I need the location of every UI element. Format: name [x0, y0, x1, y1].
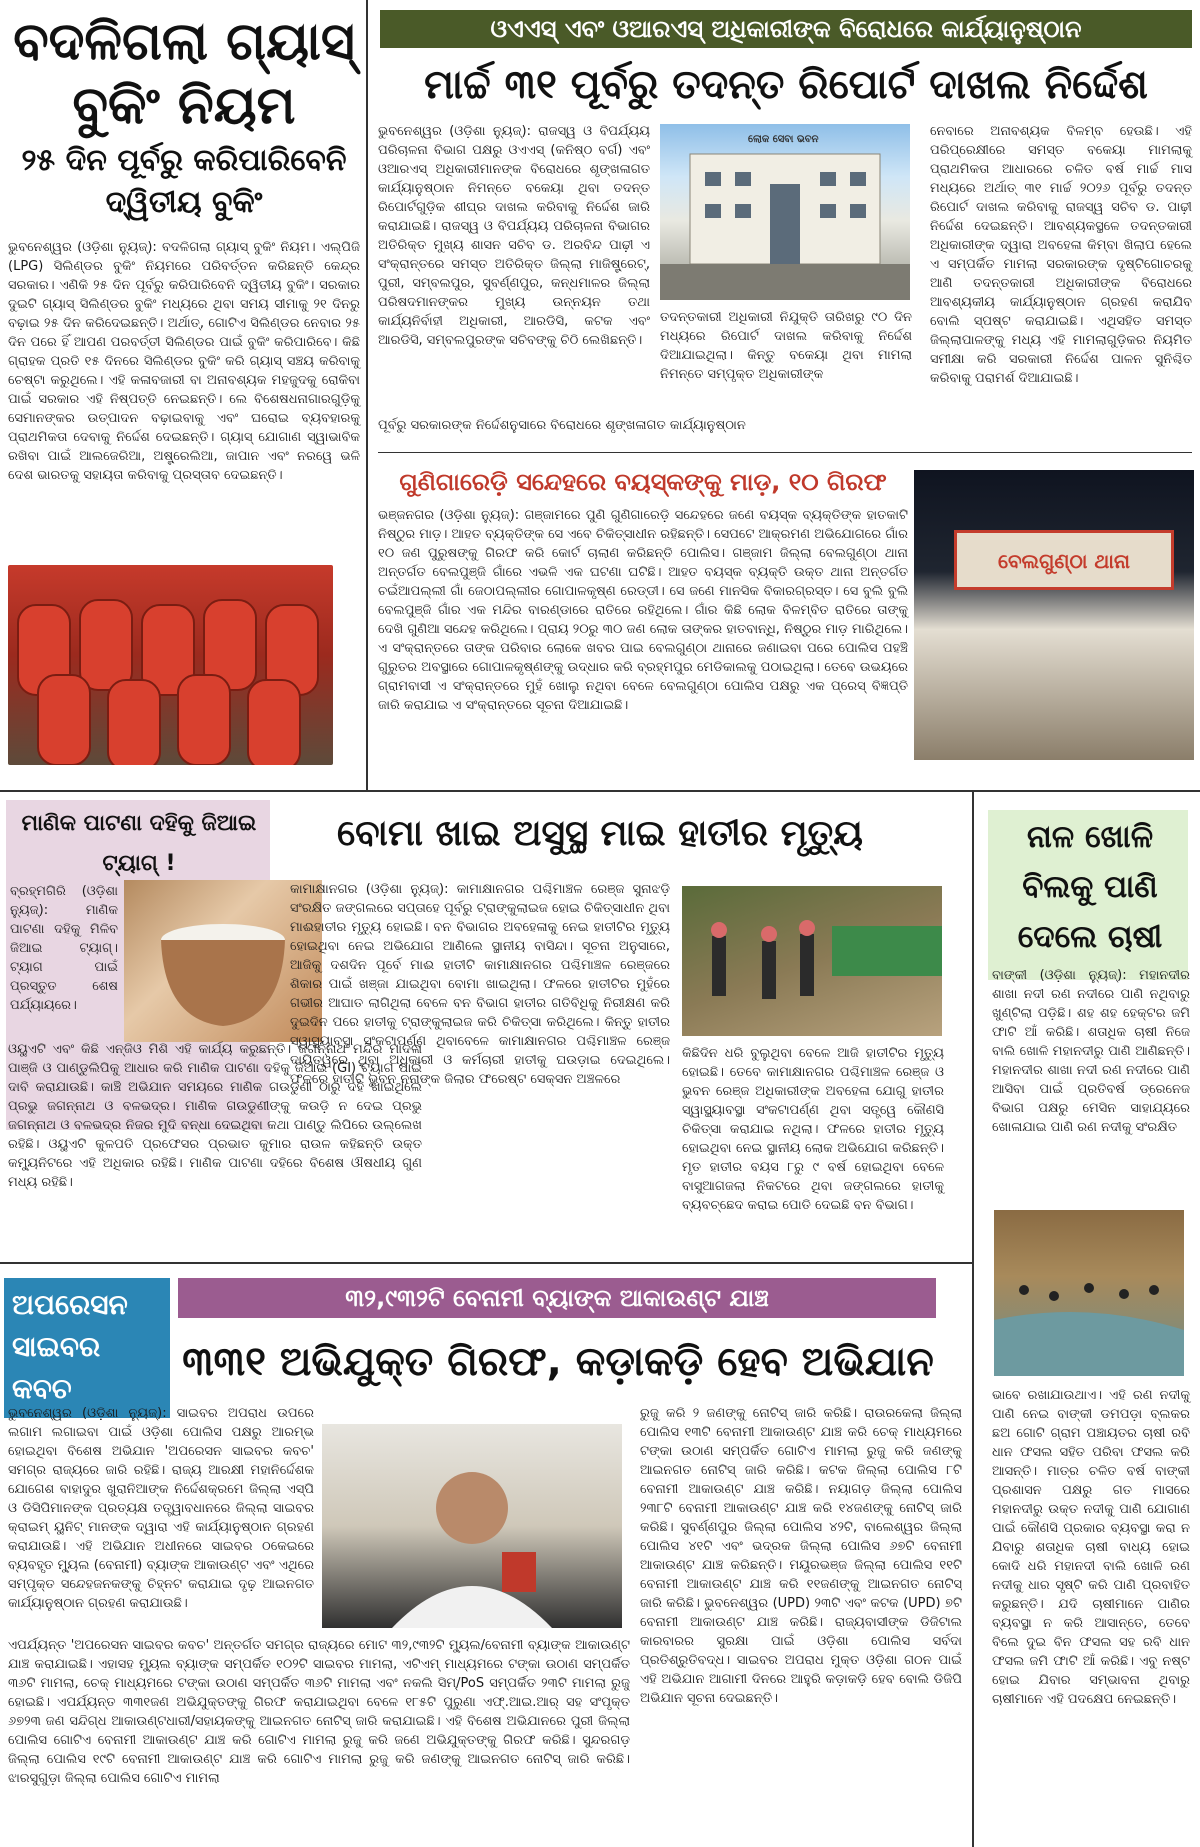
gas-headline: ବଦଳିଗଲା ଗ୍ୟାସ୍ ବୁକିଂ ନିୟମ	[13, 12, 355, 136]
farmers-digging-photo	[994, 1210, 1184, 1376]
gas-body: ଭୁବନେଶ୍ୱର (ଓଡ଼ିଶା ନ୍ୟୁଜ୍): ବଦଳିଗଲା ଗ୍ୟାସ୍ ବୁକିଂ ନିୟମ। ଏଲ୍‌ପିଜି (LPG) ସିଲିଣ୍ଡର ବୁକିଂ ନିୟମରେ ପରିବର୍ତ୍ତନ କରିଛନ୍ତି କେନ୍ଦ୍ର ସରକାର। ଏଣିକି ୨୫ ଦିନ ପୂର୍ବରୁ କରିପାରିବେନି ଦ୍ୱିତୀୟ ବୁକିଂ। ସରକାର ଦୁଇଟି ଗ୍ୟାସ୍ ସିଲିଣ୍ଡର ବୁକିଂ ମଧ୍ୟରେ ଥିବା ସମୟ ସୀମାକୁ ୨୧ ଦିନରୁ ବଢ଼ାଇ ୨୫ ଦିନ କରିଦେଇଛନ୍ତି। ଅର୍ଥାତ୍, ଗୋଟିଏ ସିଲିଣ୍ଡର ନେବାର ୨୫ ଦିନ ପରେ ହିଁ ଆପଣ ପରବର୍ତ୍ତୀ ସିଲିଣ୍ଡର ପାଇଁ ବୁକିଂ କରିପାରିବେ। କିଛି ଗ୍ରାହକ ପ୍ରତି ୧୫ ଦିନରେ ସିଲିଣ୍ଡର ବୁକିଂ କରି ଗ୍ୟାସ୍ ସଞ୍ଚୟ କରିବାକୁ ଚେଷ୍ଟା କରୁଥିଲେ। ଏହି କଳାବଜାରୀ ବା ଅନାବଶ୍ୟକ ମହଜୁଦକୁ ରୋକିବା ପାଇଁ ସରକାର ଏହି ନିଷ୍ପତ୍ତି ନେଇଛନ୍ତି। ଲେ ବିଶେଷଧନାଗାରଗୁଡ଼ିକୁ ସେମାନଙ୍କର ଉତ୍ପାଦନ ବଢ଼ାଇବାକୁ ଏବଂ ଘରୋଇ ବ୍ୟବହାରକୁ ପ୍ରାଥମିକତା ଦେବାକୁ ନିର୍ଦ୍ଦେଶ ଦେଇଛନ୍ତି। ଗ୍ୟାସ୍ ଯୋଗାଣ ସ୍ୱାଭାବିକ ରଖିବା ପାଇଁ ଆଲଜେରିଆ, ଅଷ୍ଟ୍ରେଲିଆ, ଜାପାନ ଏବଂ ନରୱେ ଭଳି ଦେଶ ଭାରତକୁ ସହାୟତା କରିବାକୁ ପ୍ରସ୍ତାବ ଦେଇଛନ୍ତି।	[8, 240, 360, 483]
assault-headline: ଗୁଣିଗାରେଡ଼ି ସନ୍ଦେହରେ ବୟସ୍କଙ୍କୁ ମାଡ଼, ୧୦ ଗିରଫ	[399, 468, 887, 496]
farmers-headline: ନାଳ ଖୋଳି ବିଲକୁ ପାଣି ଦେଲେ ଚାଷୀ	[1017, 819, 1163, 955]
cyber-col1: ଭୁବନେଶ୍ୱର (ଓଡ଼ିଶା ନ୍ୟୁଜ୍): ସାଇବର ଅପରାଧ ଉପରେ ଲଗାମ ଲଗାଇବା ପାଇଁ ଓଡ଼ିଶା ପୋଲିସ ପକ୍ଷରୁ ଆରମ୍ଭ ହୋଇଥିବା ବିଶେଷ ଅଭିଯାନ 'ଅପରେସନ ସାଇବର କବଚ' ସମଗ୍ର ରାଜ୍ୟରେ ଜାରି ରହିଛି। ରାଜ୍ୟ ଆରକ୍ଷୀ ମହାନିର୍ଦ୍ଦେଶକ ଯୋଗେଶ ବାହାଦୁର ଖୁରାନିଆଙ୍କ ନିର୍ଦ୍ଦେଶକ୍ରମେ ଜିଲ୍ଲା ଏସ୍‌ପି ଓ ଡିସିପିମାନଙ୍କ ପ୍ରତ୍ୟକ୍ଷ ତତ୍ତ୍ୱାବଧାନରେ ଜିଲ୍ଲା ସାଇବର କ୍ରାଇମ୍ ୟୁନିଟ୍ ମାନଙ୍କ ଦ୍ୱାରା ଏହି କାର୍ଯ୍ୟାନୁଷ୍ଠାନ ଗ୍ରହଣ କରାଯାଉଛି। ଏହି ଅଭିଯାନ ଅଧୀନରେ ସାଇବର ଠକେଇରେ ବ୍ୟବହୃତ ମ୍ୟୁଲ (ବେନାମୀ) ବ୍ୟାଙ୍କ ଆକାଉଣ୍ଟ ଏବଂ ଏଥିରେ ସମ୍ପୃକ୍ତ ସନ୍ଦେହଜନକଙ୍କୁ ଚିହ୍ନଟ କରାଯାଇ ଦୃଢ଼ ଆଇନଗତ କାର୍ଯ୍ୟାନୁଷ୍ଠାନ ଗ୍ରହଣ କରାଯାଉଛି।	[8, 1406, 314, 1611]
probe-col2: ତଦନ୍ତକାରୀ ଅଧିକାରୀ ନିଯୁକ୍ତି ତାରିଖରୁ ୯୦ ଦିନ ମଧ୍ୟରେ ରିପୋର୍ଟ ଦାଖଲ କରିବାକୁ ନିର୍ଦ୍ଦେଶ ଦିଆଯାଇଥିଲା। କିନ୍ତୁ ବକେୟା ଥିବା ମାମଲା ନିମନ୍ତେ ସମ୍ପୃକ୍ତ ଅଧିକାରୀଙ୍କ	[660, 310, 912, 382]
operation-tag: ଅପରେସନ ସାଇବର କବଚ	[4, 1278, 170, 1418]
cyber-col2: ରୁଜୁ କରି ୨ ଜଣଙ୍କୁ ନୋଟିସ୍ ଜାରି କରିଛି। ରାଉରକେଲା ଜିଲ୍ଲା ପୋଲିସ ୧୩ଟି ବେନାମୀ ଆକାଉଣ୍ଟ ଯାଞ୍ଚ କରି ଚେକ୍ ମାଧ୍ୟମରେ ଟଙ୍କା ଉଠାଣ ସମ୍ପର୍କିତ ଗୋଟିଏ ମାମଲା ରୁଜୁ କରି ଜଣଙ୍କୁ ଆଇନଗତ ନୋଟିସ୍ ଜାରି କରିଛି। କଟକ ଜିଲ୍ଲା ପୋଲିସ ୮ଟି ବେନାମୀ ଆକାଉଣ୍ଟ ଯାଞ୍ଚ କରିଛି। ନୟାଗଡ଼ ଜିଲ୍ଲା ପୋଲିସ ୨୩୮ଟି ବେନାମୀ ଆକାଉଣ୍ଟ ଯାଞ୍ଚ କରି ୧୪ଜଣଙ୍କୁ ନୋଟିସ୍ ଜାରି କରିଛି। ସୁବର୍ଣ୍ଣପୁର ଜିଲ୍ଲା ପୋଲିସ ୪୨ଟି, ବାଲେଶ୍ୱର ଜିଲ୍ଲା ପୋଲିସ ୪୧ଟି ଏବଂ ଭଦ୍ରକ ଜିଲ୍ଲା ପୋଲିସ ୬୭ଟି ବେନାମୀ ଆକାଉଣ୍ଟ ଯାଞ୍ଚ କରିଛନ୍ତି। ମୟୂରଭଞ୍ଜ ଜିଲ୍ଲା ପୋଲିସ ୧୧ଟି ବେନାମୀ ଆକାଉଣ୍ଟ ଯାଞ୍ଚ କରି ୧୧ଜଣଙ୍କୁ ଆଇନଗତ ନୋଟିସ୍ ଜାରି କରିଛି। ଭୁବନେଶ୍ୱର (UPD) ୨୩ଟି ଏବଂ କଟକ (UPD) ୭ଟି ବେନାମୀ ଆକାଉଣ୍ଟ ଯାଞ୍ଚ କରିଛି। ରାଜ୍ୟବାସୀଙ୍କ ଡିଜିଟାଲ କାରବାରର ସୁରକ୍ଷା ପାଇଁ ଓଡ଼ିଶା ପୋଲିସ ସର୍ବଦା ପ୍ରତିଶ୍ରୁତିବଦ୍ଧ। ସାଇବର ଅପରାଧ ମୁକ୍ତ ଓଡ଼ିଶା ଗଠନ ପାଇଁ ଏହି ଅଭିଯାନ ଆଗାମୀ ଦିନରେ ଆହୁରି କଡ଼ାକଡ଼ି ହେବ ବୋଲି ଡିଜିପି ଅଭିଯାନ ସୂଚନା ଦେଇଛନ୍ତି।	[640, 1406, 962, 1706]
building-sign: ଲୋକ ସେବା ଭବନ	[748, 134, 819, 145]
gi-body: ଓୟୁଏଟି ଏବଂ କିଛି ଏନ୍‌ଜିଓ ମିଶି ଏହି କାର୍ଯ୍ୟ କରୁଛନ୍ତି। ଜଗନ୍ନାଥ ମନ୍ଦିର ମାଦଳା ପାଞ୍ଜି ଓ ପାଣ୍ଡୁଲିପିକୁ ଆଧାର କରି ମାଣିକ ପାଟଣା ଦହିକୁ ଜିଆଇ (GI) ଟ୍ୟାଗ ପାଇଁ ଦାବି କରାଯାଉଛି। କାଞ୍ଚି ଅଭିଯାନ ସମୟରେ ମାଣିକ ଗଉଡୁଣୀ ଠାରୁ ଦହି ଖାଇଥିଲେ ପ୍ରଭୁ ଜଗନ୍ନାଥ ଓ ବଳଭଦ୍ର। ମାଣିକ ଗଉଡୁଣୀଙ୍କୁ କଉଡ଼ି ନ ଦେଇ ପ୍ରଭୁ ଜଗନ୍ନାଥ ଓ ବଳଭଦ୍ର ନିଜର ମୁଦି ବନ୍ଧା ଦେଇଥିବା କଥା ପାଣ୍ଡୁ ଲିପିରେ ଉଲ୍ଲେଖ ରହିଛି। ଓୟୁଏଟି କୁଳପତି ପ୍ରଫେସର ପ୍ରଭାତ କୁମାର ରାଉଳ କହିଛନ୍ତି ଉକ୍ତ କମ୍ୟୁନିଟରେ ଏହି ଅଧିକାର ରହିଛି। ମାଣିକ ପାଟଣା ଦହିରେ ବିଶେଷ ଔଷଧୀୟ ଗୁଣ ମଧ୍ୟ ରହିଛି।	[8, 1042, 422, 1190]
cyber-headline: ୩୩୧ ଅଭିଯୁକ୍ତ ଗିରଫ, କଡ଼ାକଡ଼ି ହେବ ଅଭିଯାନ	[182, 1339, 934, 1385]
assault-body: ଭଞ୍ଜନଗର (ଓଡ଼ିଶା ନ୍ୟୁଜ୍): ଗଞ୍ଜାମରେ ପୁଣି ଗୁଣିଗାରେଡ଼ି ସନ୍ଦେହରେ ଜଣେ ବୟସ୍କ ବ୍ୟକ୍ତିଙ୍କ ହାତକାଟି ନିଷ୍ଠୁର ମାଡ଼। ଆହତ ବ୍ୟକ୍ତିଙ୍କ ସେ ଏବେ ଚିକିତ୍ସାଧୀନ ରହିଛନ୍ତି। ସେପଟେ ଆକ୍ରମଣ ଅଭିଯୋଗରେ ଗାଁର ୧୦ ଜଣ ପୁରୁଷଙ୍କୁ ଗିରଫ କରି କୋର୍ଟ ଚାଲାଣ କରିଛନ୍ତି ପୋଲିସ। ଗଞ୍ଜାମ ଜିଲ୍ଲା ବେଲଗୁଣ୍ଠା ଥାନା ଅନ୍ତର୍ଗତ ବେଲପୁଞ୍ଜି ଗାଁରେ ଏଭଳି ଏକ ଘଟଣା ଘଟିଛି। ଆହତ ବୟସ୍କ ବ୍ୟକ୍ତି ଉକ୍ତ ଥାନା ଅନ୍ତର୍ଗତ ଚଇଁଆପଲ୍ଲୀ ଗାଁ ଜେଠାପଲ୍ଲୀର ଗୋପାଳକୃଷ୍ଣ ରେଡ୍ଡୀ। ସେ ଜଣେ ମାନସିକ ବିକାରଗ୍ରସ୍ତ। ସେ ବୁଲି ବୁଲି ବେଲପୁଞ୍ଜି ଗାଁର ଏକ ମନ୍ଦିର ବାରଣ୍ଡାରେ ରାତିରେ ରହିଥିଲେ। ଗାଁର କିଛି ଲୋକ ବିଳମ୍ବିତ ରାତିରେ ତାଙ୍କୁ ଦେଖି ଗୁଣିଆ ସନ୍ଦେହ କରିଥିଲେ। ପ୍ରାୟ ୨୦ରୁ ୩୦ ଜଣ ଲୋକ ତାଙ୍କର ହାତବାନ୍ଧି, ନିଷ୍ଠୁର ମାଡ଼ ମାରିଥିଲେ। ଏ ସଂକ୍ରାନ୍ତରେ ତାଙ୍କ ପରିବାର ଲୋକେ ଖବର ପାଇ ବେଲଗୁଣ୍ଠା ଥାନାରେ ଜଣାଇବା ପରେ ପୋଲିସ ପହଞ୍ଚି ଗୁରୁତର ଅବସ୍ଥାରେ ଗୋପାଳକୃଷ୍ଣଙ୍କୁ ଉଦ୍ଧାର କରି ବ୍ରହ୍ମପୁର ମେଡିକାଲକୁ ପଠାଇଥିଲା। ତେବେ ଉଭୟରେ ଗ୍ରାମବାସୀ ଏ ସଂକ୍ରାନ୍ତରେ ମୁହଁ ଖୋଲୁ ନଥିବା ବେଳେ ବେଲଗୁଣ୍ଠା ପୋଲିସ ପକ୍ଷରୁ ଏକ ପ୍ରେସ୍ ବିଜ୍ଞପ୍ତି ଜାରି କରାଯାଇ ଏ ସଂକ୍ରାନ୍ତରେ ସୂଚନା ଦିଆଯାଇଛି।	[378, 508, 908, 713]
section-divider	[0, 1262, 972, 1264]
elephant-col1: କାମାକ୍ଷାନଗର (ଓଡ଼ିଶା ନ୍ୟୁଜ୍): କାମାକ୍ଷାନଗର ପଶ୍ଚିମାଞ୍ଚଳ ରେଞ୍ଜ ସୁନାଝଡ଼ି ସଂରକ୍ଷିତ ଜଙ୍ଗଲରେ ସପ୍ତାହେ ପୂର୍ବରୁ ଟ୍ରାଙ୍କୁଲାଇଜ ହୋଇ ଚିକିତ୍ସାଧୀନ ଥିବା ମାଈହାତୀର ମୃତ୍ୟୁ ହୋଇଛି। ବନ ବିଭାଗର ଅବହେଳାକୁ ନେଇ ହାତୀଟିର ମୃତ୍ୟୁ ହୋଇଥିବା ନେଇ ଅଭିଯୋଗ ଆଣିଲେ ସ୍ଥାନୀୟ ବାସିନ୍ଦା। ସୂଚନା ଅନୁସାରେ, ଆଜିକୁ ଦଶଦିନ ପୂର୍ବେ ମାଈ ହାତୀଟି କାମାକ୍ଷାନଗର ପଶ୍ଚିମାଞ୍ଚଳ ରେଞ୍ଜରେ ଶିକାର ପାଇଁ ଖଞ୍ଜା ଯାଇଥିବା ବୋମା ଖାଇଥିଲା। ଫଳରେ ହାତୀଟିର ମୁହଁରେ ଗଭୀର ଆଘାତ ଲାଗିଥିଲା ବେଳେ ବନ ବିଭାଗ ହାତୀର ଗତିବିଧିକୁ ନିରୀକ୍ଷଣ କରି ଦୁଇଦିନ ପରେ ହାତୀକୁ ଟ୍ରାଙ୍କୁଲାଇଜ କରି ଚିକିତ୍ସା କରିଥିଲେ। କିନ୍ତୁ ହାତୀର ସ୍ୱାସ୍ଥ୍ୟାବସ୍ଥା ସଂକଟାପର୍ଣ୍ଣ ଥିବାବେଳେ କାମାକ୍ଷାନଗର ପଶ୍ଚିମାଞ୍ଚଳ ରେଞ୍ଜ ଦାୟିତ୍ୱରେ ଥିବା ଅଧିକାରୀ ଓ କର୍ମଚାରୀ ହାତୀକୁ ଘଉଡ଼ାଇ ଦେଇଥିଲେ। ଫଳରେ ହାତୀଟି ଭୁବନ ନନାଙ୍କ ଜିଲାର ଫରେଷ୍ଟ ସେକ୍ସନ ଅଞ୍ଚଳରେ	[290, 882, 670, 1087]
probe-col3: ନେବାରେ ଅନାବଶ୍ୟକ ବିଳମ୍ବ ହେଉଛି। ଏହି ପରିପ୍ରେକ୍ଷୀରେ ସମସ୍ତ ବକେୟା ମାମଲାକୁ ପ୍ରାଥମିକତା ଆଧାରରେ ଚଳିତ ବର୍ଷ ମାର୍ଚ୍ଚ ମାସ ମଧ୍ୟରେ ଅର୍ଥାତ୍ ୩୧ ମାର୍ଚ୍ଚ ୨୦୨୬ ପୂର୍ବରୁ ତଦନ୍ତ ରିପୋର୍ଟ ଦାଖଲ କରିବାକୁ ରାଜସ୍ୱ ସଚିବ ଡ. ପାଢ଼ୀ ନିର୍ଦ୍ଦେଶ ଦେଇଛନ୍ତି। ଆବଶ୍ୟକସ୍ଥଳେ ତଦନ୍ତକାରୀ ଅଧିକାରୀଙ୍କ ଦ୍ୱାରା ଅବହେଳା କିମ୍ବା ଖିଲାପ ହେଲେ ଏ ସମ୍ପର୍କିତ ମାମଲା ସରକାରଙ୍କ ଦୃଷ୍ଟିଗୋଚରକୁ ଆଣି ତଦନ୍ତକାରୀ ଅଧିକାରୀଙ୍କ ବିରୋଧରେ ଆବଶ୍ୟକୀୟ କାର୍ଯ୍ୟାନୁଷ୍ଠାନ ଗ୍ରହଣ କରାଯିବ ବୋଲି ସ୍ପଷ୍ଟ କରାଯାଇଛି। ଏଥିସହିତ ସମସ୍ତ ଜିଲ୍ଲାପାଳଙ୍କୁ ମଧ୍ୟ ଏହି ମାମଲାଗୁଡ଼ିକର ନିୟମିତ ସମୀକ୍ଷା କରି ସରକାରୀ ନିର୍ଦ୍ଦେଶ ପାଳନ ସୁନିଶ୍ଚିତ କରିବାକୁ ପରାମର୍ଶ ଦିଆଯାଇଛି।	[930, 124, 1192, 386]
cyber-banner: ୩୨,୯୩୨ଟି ବେନାମୀ ବ୍ୟାଙ୍କ ଆକାଉଣ୍ଟ ଯାଞ୍ଚ	[178, 1278, 936, 1318]
forest-officials-photo	[682, 886, 942, 1036]
forest-illustration	[682, 886, 942, 1036]
probe-col1: ଭୁବନେଶ୍ୱର (ଓଡ଼ିଶା ନ୍ୟୁଜ୍): ରାଜସ୍ୱ ଓ ବିପର୍ଯ୍ୟୟ ପରିଚାଳନା ବିଭାଗ ପକ୍ଷରୁ ଓଏଏସ୍ (କନିଷ୍ଠ ବର୍ଗ) ଏବଂ ଓଆରଏସ୍ ଅଧିକାରୀମାନଙ୍କ ବିରୋଧରେ ଶୃଙ୍ଖଳାଗତ କାର୍ଯ୍ୟାନୁଷ୍ଠାନ ନିମନ୍ତେ ବକେୟା ଥିବା ତଦନ୍ତ ରିପୋର୍ଟଗୁଡ଼ିକ ଶୀଘ୍ର ଦାଖଲ କରିବାକୁ ନିର୍ଦ୍ଦେଶ ଜାରି କରାଯାଇଛି। ରାଜସ୍ୱ ଓ ବିପର୍ଯ୍ୟୟ ପରିଚାଳନା ବିଭାଗର ଅତିରିକ୍ତ ମୁଖ୍ୟ ଶାସନ ସଚିବ ଡ. ଅରବିନ୍ଦ ପାଢ଼ୀ ଏ ସଂକ୍ରାନ୍ତରେ ସମସ୍ତ ଅତିରିକ୍ତ ଜିଲ୍ଲା ମାଜିଷ୍ଟ୍ରେଟ୍, ପୁରୀ, ସମ୍ବଲପୁର, ସୁବର୍ଣ୍ଣପୁର, କନ୍ଧମାଳର ଜିଲ୍ଲା ପରିଷଦମାନଙ୍କର ମୁଖ୍ୟ ଉନ୍ନୟନ ତଥା କାର୍ଯ୍ୟନିର୍ବାହୀ ଅଧିକାରୀ, ଆରଡିସି, କଟକ ଏବଂ ଆରଡିସି, ସମ୍ବଲପୁରଙ୍କ ସଚିବଙ୍କୁ ଚିଠି ଲେଖିଛନ୍ତି।	[378, 124, 650, 348]
elephant-headline: ବୋମା ଖାଇ ଅସୁସ୍ଥ ମାଇ ହାତୀର ମୃତ୍ୟୁ	[337, 813, 863, 854]
building-illustration	[660, 124, 910, 300]
gas-subheadline: ୨୫ ଦିନ ପୂର୍ବରୁ କରିପାରିବେନି ଦ୍ୱିତୀୟ ବୁକିଂ	[21, 143, 347, 220]
gi-intro: ବ୍ରହ୍ମଗିରି (ଓଡ଼ିଶା ନ୍ୟୁଜ୍): ମାଣିକ ପାଟଣା ଦହିକୁ ମିଳିବ ଜିଆଇ ଟ୍ୟାଗ୍। ଟ୍ୟାଗ ପାଇଁ ପ୍ରସ୍ତୁତ ଶେଷ ପର୍ଯ୍ୟାୟରେ।	[10, 884, 118, 1013]
station-signboard	[954, 530, 1174, 590]
gi-headline: ମାଣିକ ପାଟଣା ଦହିକୁ ଜିଆଇ ଟ୍ୟାଗ୍ !	[21, 811, 257, 876]
station-sign-text: ବେଲଗୁଣ୍ଠା ଥାନା	[997, 549, 1130, 573]
farmers-body: ବାଙ୍କୀ (ଓଡ଼ିଶା ନ୍ୟୁଜ୍): ମହାନଦୀର ଶାଖା ନଦୀ ରଣ ନଦୀରେ ପାଣି ନଥିବାରୁ ଖୁଣ୍ଟିଲା ପଡ଼ିଛି। ଶହ ଶହ ହେକ୍ଟର ଜମି ଫାଟି ଆଁ କରିଛି। ଶତାଧିକ ଚାଷୀ ନିଜେ ବାଲି ଖୋଳି ମହାନଦୀରୁ ପାଣି ଆଣିଛନ୍ତି। ମହାନଦୀର ଶାଖା ନଦୀ ରଣ ନଦୀରେ ପାଣି ଆସିବା ପାଇଁ ପ୍ରତିବର୍ଷ ଡ୍ରେନେଜ ବିଭାଗ ପକ୍ଷରୁ ମେସିନ ସାହାଯ୍ୟରେ ଖୋଳାଯାଇ ପାଣି ରଣ ନଦୀକୁ ସଂରକ୍ଷିତ	[992, 968, 1190, 1135]
elephant-col2: କିଛିଦିନ ଧରି ବୁଲୁଥିବା ବେଳେ ଆଜି ହାତୀଟିର ମୃତ୍ୟୁ ହୋଇଛି। ତେବେ କାମାକ୍ଷାନଗର ପଶ୍ଚିମାଞ୍ଚଳ ରେଞ୍ଜ ଓ ଭୁବନ ରେଞ୍ଜ ଅଧିକାରୀଙ୍କ ଅବହେଳା ଯୋଗୁ ହାତୀର ସ୍ୱାସ୍ଥ୍ୟାବସ୍ଥା ସଂକଟାପର୍ଣ୍ଣ ଥିବା ସତ୍ତ୍ୱେ କୌଣସି ଚିକିତ୍ସା କରାଯାଇ ନଥିଲା। ଫଳରେ ହାତୀର ମୃତ୍ୟୁ ହୋଇଥିବା ନେଇ ସ୍ଥାନୀୟ ଲୋକ ଅଭିଯୋଗ କରିଛନ୍ତି। ମୃତ ହାତୀର ବୟସ ୮ରୁ ୯ ବର୍ଷ ହୋଇଥିବା ବେଳେ ବାସୁଆଗଜଲା ନିକଟରେ ଥିବା ଜଙ୍ଗଲରେ ହାତୀକୁ ବ୍ୟବଚ୍ଛେଦ କରାଇ ପୋତି ଦେଇଛି ବନ ବିଭାଗ।	[682, 1046, 944, 1213]
probe-banner: ଓଏଏସ୍ ଏବଂ ଓଆରଏସ୍ ଅଧିକାରୀଙ୍କ ବିରୋଧରେ କାର୍ଯ୍ୟାନୁଷ୍ଠାନ	[380, 10, 1192, 48]
section-divider	[378, 452, 1192, 453]
cylinder-illustration	[8, 565, 333, 765]
gas-cylinders-photo	[8, 565, 333, 765]
river-illustration	[994, 1210, 1184, 1376]
probe-tail: ପୂର୍ବରୁ ସରକାରଙ୍କ ନିର୍ଦ୍ଦେଶନୁସାରେ ବିରୋଧରେ ଶୃଙ୍ଖଳାଗତ କାର୍ଯ୍ୟାନୁଷ୍ଠାନ	[378, 418, 746, 433]
cyber-col1-continued: ଏପର୍ଯ୍ୟନ୍ତ 'ଅପରେସନ ସାଇବର କବଚ' ଅନ୍ତର୍ଗତ ସମଗ୍ର ରାଜ୍ୟରେ ମୋଟ ୩୨,୯୩୨ଟି ମ୍ୟୁଲ/ବେନାମୀ ବ୍ୟାଙ୍କ ଆକାଉଣ୍ଟ ଯାଞ୍ଚ କରାଯାଇଛି। ଏହାସହ ମ୍ୟୁଲ ବ୍ୟାଙ୍କ ସମ୍ପର୍କିତ ୧୦୨ଟି ସାଇବର ମାମଲା, ଏଟିଏମ୍ ମାଧ୍ୟମରେ ଟଙ୍କା ଉଠାଣ ସମ୍ପର୍କିତ ୩୬ଟି ମାମଲା, ଚେକ୍ ମାଧ୍ୟମରେ ଟଙ୍କା ଉଠାଣ ସମ୍ପର୍କିତ ୩୬ଟି ମାମଲା ଏବଂ ନକଲି ସିମ୍/PoS ସମ୍ପର୍କିତ ୨୩ଟି ମାମଲା ରୁଜୁ ହୋଇଛି। ଏପର୍ଯ୍ୟନ୍ତ ୩୩୧ଜଣ ଅଭିଯୁକ୍ତଙ୍କୁ ଗିରଫ କରାଯାଇଥିବା ବେଳେ ୧୮୫ଟି ପୁରୁଣା ଏଫ୍.ଆଇ.ଆର୍ ସହ ସଂପୃକ୍ତ ୬୭୨୩ ଜଣ ସନ୍ଦିଗ୍ଧ ଆକାଉଣ୍ଟଧାରୀ/ସହାୟକଙ୍କୁ ଆଇନଗତ ନୋଟିସ୍ ଜାରି କରାଯାଇଛି। ଏହି ବିଶେଷ ଅଭିଯାନରେ ପୁରୀ ଜିଲ୍ଲା ପୋଲିସ ଗୋଟିଏ ବେନାମୀ ଆକାଉଣ୍ଟ ଯାଞ୍ଚ କରି ଗୋଟିଏ ମାମଲା ରୁଜୁ କରି ଜଣେ ଅଭିଯୁକ୍ତଙ୍କୁ ଗିରଫ କରିଛି। ସୁନ୍ଦରଗଡ଼ ଜିଲ୍ଲା ପୋଲିସ ୧୯ଟି ବେନାମୀ ଆକାଉଣ୍ଟ ଯାଞ୍ଚ କରି ଗୋଟିଏ ମାମଲା ରୁଜୁ କରି ଜଣଙ୍କୁ ଆଇନଗତ ନୋଟିସ୍ ଜାରି କରିଛି। ଝାରସୁଗୁଡ଼ା ଜିଲ୍ଲା ପୋଲିସ ଗୋଟିଏ ମାମଲା	[8, 1638, 630, 1786]
police-station-photo	[914, 470, 1194, 760]
probe-headline: ମାର୍ଚ୍ଚ ୩୧ ପୂର୍ବରୁ ତଦନ୍ତ ରିପୋର୍ଟ ଦାଖଲ ନିର୍ଦ୍ଦେଶ	[424, 62, 1148, 108]
column-divider	[972, 790, 974, 1847]
column-divider	[366, 0, 368, 790]
dgp-interview-photo	[322, 1424, 622, 1628]
secretariat-photo	[660, 124, 910, 300]
speaker-illustration	[322, 1424, 622, 1628]
section-divider	[0, 790, 1200, 792]
farmers-body-continued: ଭାବେ ରଖାଯାଉଥାଏ। ଏହି ରଣ ନଦୀକୁ ପାଣି ନେଇ ବାଙ୍କୀ ଡମପଡ଼ା ବ୍ଲକର ଛଅ ଗୋଟି ଗ୍ରାମ ପଞ୍ଚାୟତର ଚାଷୀ ରବି ଧାନ ଫସଲ ସହିତ ପରିବା ଫସଲ କରି ଆସନ୍ତି। ମାତ୍ର ଚଳିତ ବର୍ଷ ବାଙ୍କୀ ପ୍ରଶାସନ ପକ୍ଷରୁ ଗତ ମାସରେ ମହାନଦୀରୁ ଉକ୍ତ ନଦୀକୁ ପାଣି ଯୋଗାଣ ପାଇଁ କୌଣସି ପ୍ରକାର ବ୍ୟବସ୍ଥା କରା ନ ଯିବାରୁ ଶତାଧିକ ଚାଷୀ ବାଧ୍ୟ ହୋଇ କୋଦି ଧରି ମହାନଦୀ ବାଲି ଖୋଳି ରଣ ନଦୀକୁ ଧାର ସୃଷ୍ଟି କରି ପାଣି ପ୍ରବାହିତ କରୁଛନ୍ତି। ଯଦି ଚାଷୀମାନେ ପାଣିର ବ୍ୟବସ୍ଥା ନ କରି ଆସାନ୍ତେ, ତେବେ ବିଲେ ଦୁଇ ବିନ ଫସଲ ସହ ରବି ଧାନ ଫସଲ ଜମି ଫାଟି ଆଁ କରିଛି। ଏବୁ ନଷ୍ଟ ହୋଇ ଯିବାର ସମ୍ଭାବନା ଥିବାରୁ ଚାଷୀମାନେ ଏହି ପଦକ୍ଷେପ ନେଇଛନ୍ତି।	[992, 1388, 1190, 1707]
